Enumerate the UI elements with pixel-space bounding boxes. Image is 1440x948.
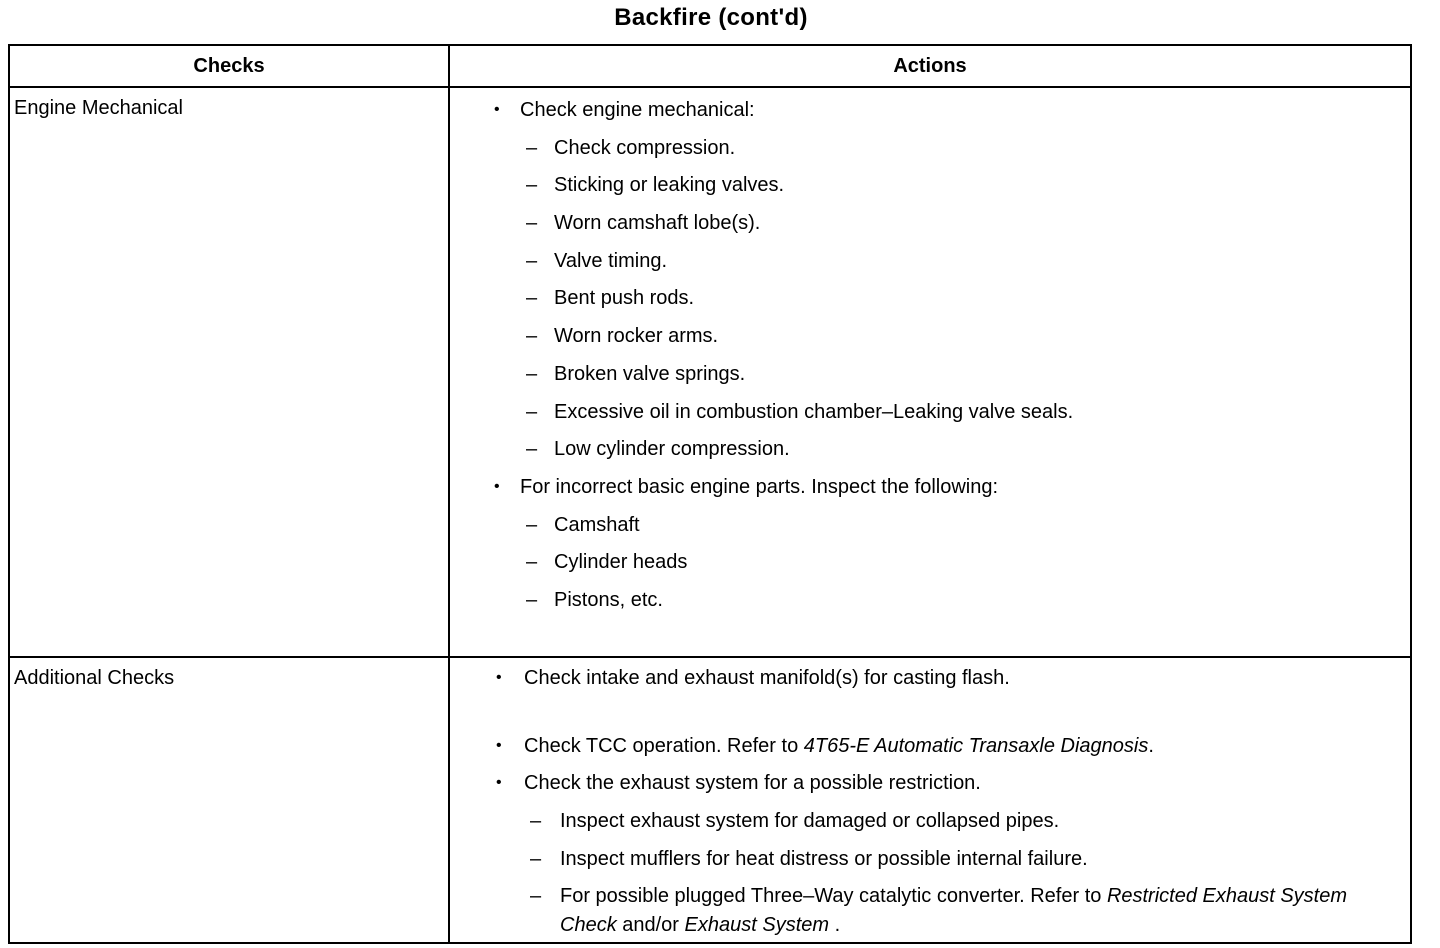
action-text: Inspect exhaust system for damaged or collapsed pipes.: [560, 810, 1060, 833]
action-text: Worn rocker arms.: [554, 325, 719, 348]
action-dash: [450, 284, 1410, 322]
action-text: Check TCC operation. Refer to: [524, 734, 804, 757]
action-text: Check the exhaust system for a possible restriction.: [524, 772, 981, 795]
action-text: Check intake and exhaust manifold(s) for casting flash.: [524, 667, 1010, 689]
action-bullet: [450, 732, 1410, 770]
action-dash: [450, 845, 1410, 883]
header-checks: Checks: [10, 46, 450, 86]
check-label: Additional Checks: [10, 658, 450, 942]
reference-title: Restricted Exhaust System Check: [560, 885, 1348, 937]
actions-cell: [450, 658, 1410, 942]
spacer: [450, 702, 1410, 732]
dash-mark: –: [530, 885, 542, 908]
reference-title: Exhaust System: [684, 914, 830, 937]
bullet-mark: •: [494, 101, 500, 118]
dash-mark: –: [526, 513, 538, 536]
action-dash: [450, 882, 1410, 940]
dash-mark: –: [526, 249, 538, 272]
action-text: Cylinder heads: [554, 551, 688, 574]
action-text: Bent push rods.: [554, 287, 695, 310]
action-dash: [450, 322, 1410, 360]
check-label: Engine Mechanical: [10, 88, 450, 656]
action-dash: [450, 398, 1410, 436]
reference-title: 4T65-E Automatic Transaxle Diagnosis: [803, 734, 1149, 757]
dash-mark: –: [526, 325, 538, 348]
dash-mark: –: [526, 136, 538, 159]
action-text: Valve timing.: [554, 249, 668, 272]
bullet-mark: •: [496, 669, 502, 686]
header-actions: Actions: [893, 54, 967, 77]
action-dash: [450, 360, 1410, 398]
diagnostic-table: [8, 44, 1412, 944]
action-text: Check engine mechanical:: [520, 99, 755, 121]
action-text: For incorrect basic engine parts. Inspect the following:: [520, 475, 999, 498]
action-text: Sticking or leaking valves.: [554, 174, 785, 197]
table-header-row: [10, 46, 1410, 88]
table-row: [10, 88, 1410, 658]
dash-mark: –: [526, 212, 538, 235]
dash-mark: –: [530, 810, 542, 833]
action-bullet: [450, 664, 1410, 702]
action-dash: [450, 807, 1410, 845]
action-dash: [450, 586, 1410, 624]
page-title: Backfire (cont'd): [614, 4, 808, 31]
dash-mark: –: [526, 588, 538, 611]
action-dash: [450, 511, 1410, 549]
dash-mark: –: [530, 847, 542, 870]
action-dash: [450, 171, 1410, 209]
action-text: For possible plugged Three–Way catalytic converter. Refer to: [560, 885, 1107, 908]
action-dash: [450, 247, 1410, 285]
action-text: and/or: [616, 914, 685, 937]
action-dash: [450, 209, 1410, 247]
action-text: .: [829, 914, 841, 937]
action-text: .: [1148, 734, 1154, 757]
dash-mark: –: [526, 438, 538, 461]
table-row: [10, 658, 1410, 942]
dash-mark: –: [526, 362, 538, 385]
action-dash: [450, 548, 1410, 586]
dash-mark: –: [526, 400, 538, 423]
action-text: Low cylinder compression.: [554, 438, 790, 461]
action-text: Camshaft: [554, 513, 640, 536]
action-text: Inspect mufflers for heat distress or possible internal failure.: [560, 847, 1088, 870]
bullet-mark: •: [496, 736, 502, 754]
action-text: Worn camshaft lobe(s).: [554, 212, 761, 235]
actions-cell: [450, 88, 1410, 656]
action-text: Pistons, etc.: [554, 588, 663, 611]
action-text: Broken valve springs.: [554, 362, 746, 385]
dash-mark: –: [526, 287, 538, 310]
action-dash: [450, 435, 1410, 473]
action-dash: [450, 134, 1410, 172]
action-bullet: [450, 769, 1410, 807]
action-bullet: [450, 96, 1410, 134]
bullet-mark: •: [494, 477, 500, 495]
action-text: Check compression.: [554, 136, 736, 159]
bullet-mark: •: [496, 774, 502, 792]
dash-mark: –: [526, 551, 538, 574]
dash-mark: –: [526, 174, 538, 197]
action-text: Excessive oil in combustion chamber–Leaking valve seals.: [554, 400, 1074, 423]
action-bullet: [450, 473, 1410, 511]
